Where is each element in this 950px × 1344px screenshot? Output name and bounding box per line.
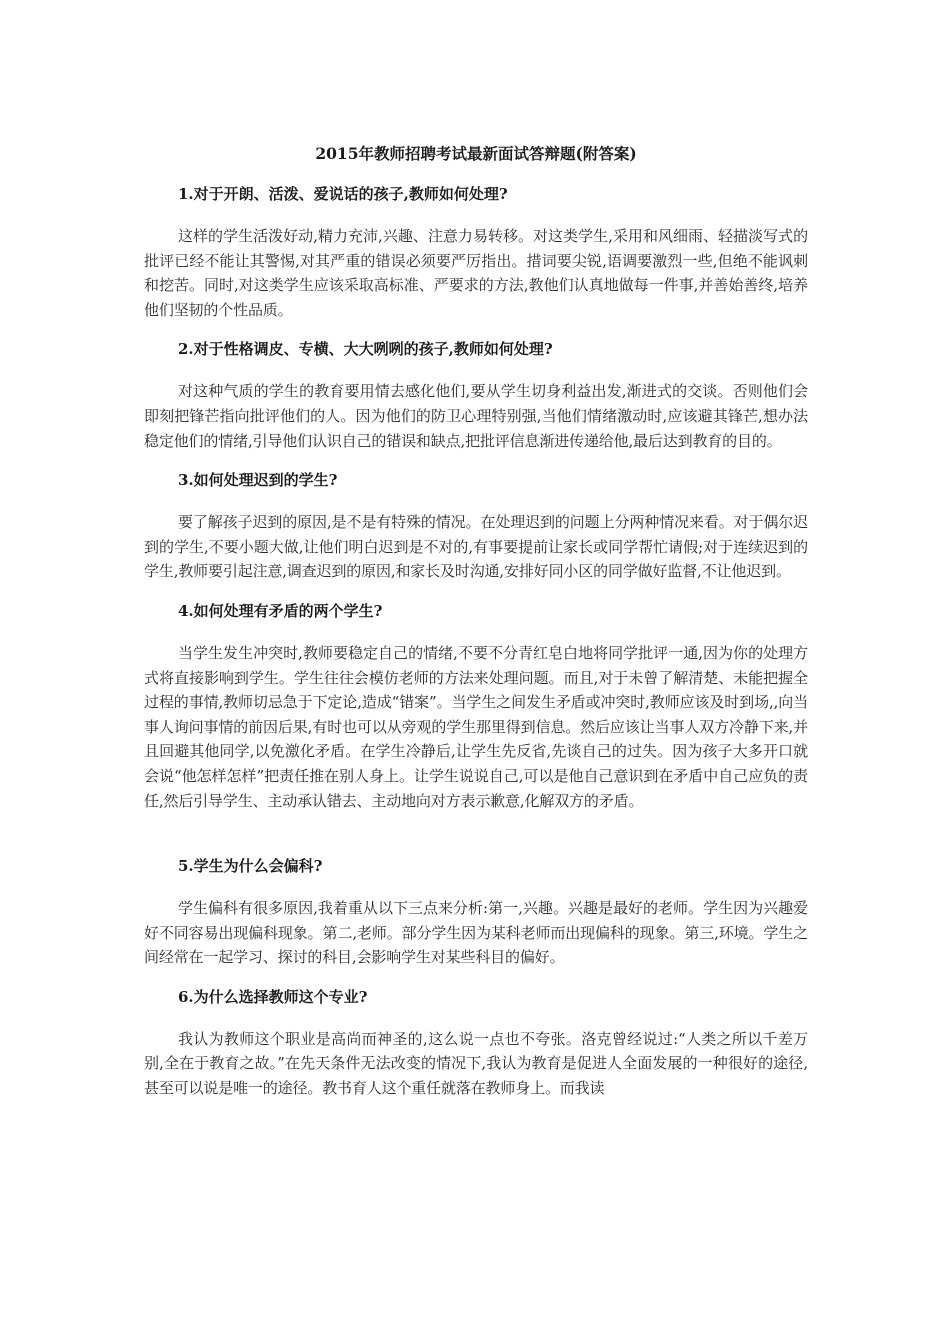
question-section-1 — [144, 182, 808, 322]
blank-line — [144, 828, 808, 854]
document-title: 2015年教师招聘考试最新面试答辩题(附答案) — [315, 144, 637, 163]
question-heading: 4.如何处理有矛盾的两个学生? — [178, 601, 383, 620]
question-section-5 — [144, 854, 808, 970]
question-section-4 — [144, 599, 808, 813]
question-heading: 6.为什么选择教师这个专业? — [178, 987, 368, 1006]
answer-paragraph: 当学生发生冲突时,教师要稳定自己的情绪,不要不分青红皂白地将同学批评一通,因为你的处理方式将直接影响到学生。学生往往会模仿老师的方法来处理问题。而且,对于未曾了解清楚、未能把握全过程的事情,教师切忌急于下定论,造成“错案”。当学生之间发生矛盾或冲突时,教师应该及时到场,,向当事人询问事情的前因后果,有时也可以从旁观的学生那里得到信息。然后应该让当事人双方冷静下来,并且回避其他同学,以免激化矛盾。在学生冷静后,让学生先反省,先谈自己的过失。因为孩子大多开口就会说“他怎样怎样”把责任推在别人身上。让学生说说自己,可以是他自己意识到在矛盾中自己应负的责任,然后引导学生、主动承认错去、主动地向对方表示歉意,化解双方的矛盾。 — [144, 643, 808, 810]
answer-paragraph: 对这种气质的学生的教育要用情去感化他们,要从学生切身利益出发,渐进式的交谈。否则他们会即刻把锋芒指向批评他们的人。因为他们的防卫心理特别强,当他们情绪激动时,应该避其锋芒,想办法稳定他们的情绪,引导他们认识自己的错误和缺点,把批评信息渐进传递给他,最后达到教育的目的。 — [144, 382, 808, 450]
question-heading: 1.对于开朗、活泼、爱说话的孩子,教师如何处理? — [178, 185, 508, 203]
question-section-6 — [144, 985, 808, 1101]
question-section-2 — [144, 337, 808, 453]
question-section-3 — [144, 468, 808, 584]
question-heading: 2.对于性格调皮、专横、大大咧咧的孩子,教师如何处理? — [178, 340, 553, 359]
answer-paragraph: 我认为教师这个职业是高尚而神圣的,这么说一点也不夸张。洛克曾经说过:“人类之所以千差万别,全在于教育之故。”在先天条件无法改变的情况下,我认为教育是促进人全面发展的一种很好的途径,甚至可以说是唯一的途径。教书育人这个重任就落在教师身上。而我读 — [144, 1029, 808, 1098]
answer-paragraph: 要了解孩子迟到的原因,是不是有特殊的情况。在处理迟到的问题上分两种情况来看。对于偶尔迟到的学生,不要小题大做,让他们明白迟到是不对的,有事要提前让家长或同学帮忙请假;对于连续迟到的学生,教师要引起注意,调查迟到的原因,和家长及时沟通,安排好同小区的同学做好监督,不让他迟到。 — [144, 513, 808, 581]
answer-paragraph: 这样的学生活泼好动,精力充沛,兴趣、注意力易转移。对这类学生,采用和风细雨、轻描淡写式的批评已经不能让其警惕,对其严重的错误必须要严厉指出。措词要尖锐,语调要激烈一些,但绝不能讽刺和挖苦。同时,对这类学生应该采取高标准、严要求的方法,教他们认真地做每一件事,并善始善终,培养他们坚韧的个性品质。 — [144, 227, 808, 319]
question-heading: 3.如何处理迟到的学生? — [178, 471, 338, 490]
document-page — [144, 140, 808, 1116]
answer-paragraph: 学生偏科有很多原因,我着重从以下三点来分析:第一,兴趣。兴趣是最好的老师。学生因为兴趣爱好不同容易出现偏科现象。第二,老师。部分学生因为某科老师而出现偏科的现象。第三,环境。学生之间经常在一起学习、探讨的科目,会影响学生对某些科目的偏好。 — [144, 899, 808, 967]
question-heading: 5.学生为什么会偏科? — [178, 857, 323, 876]
